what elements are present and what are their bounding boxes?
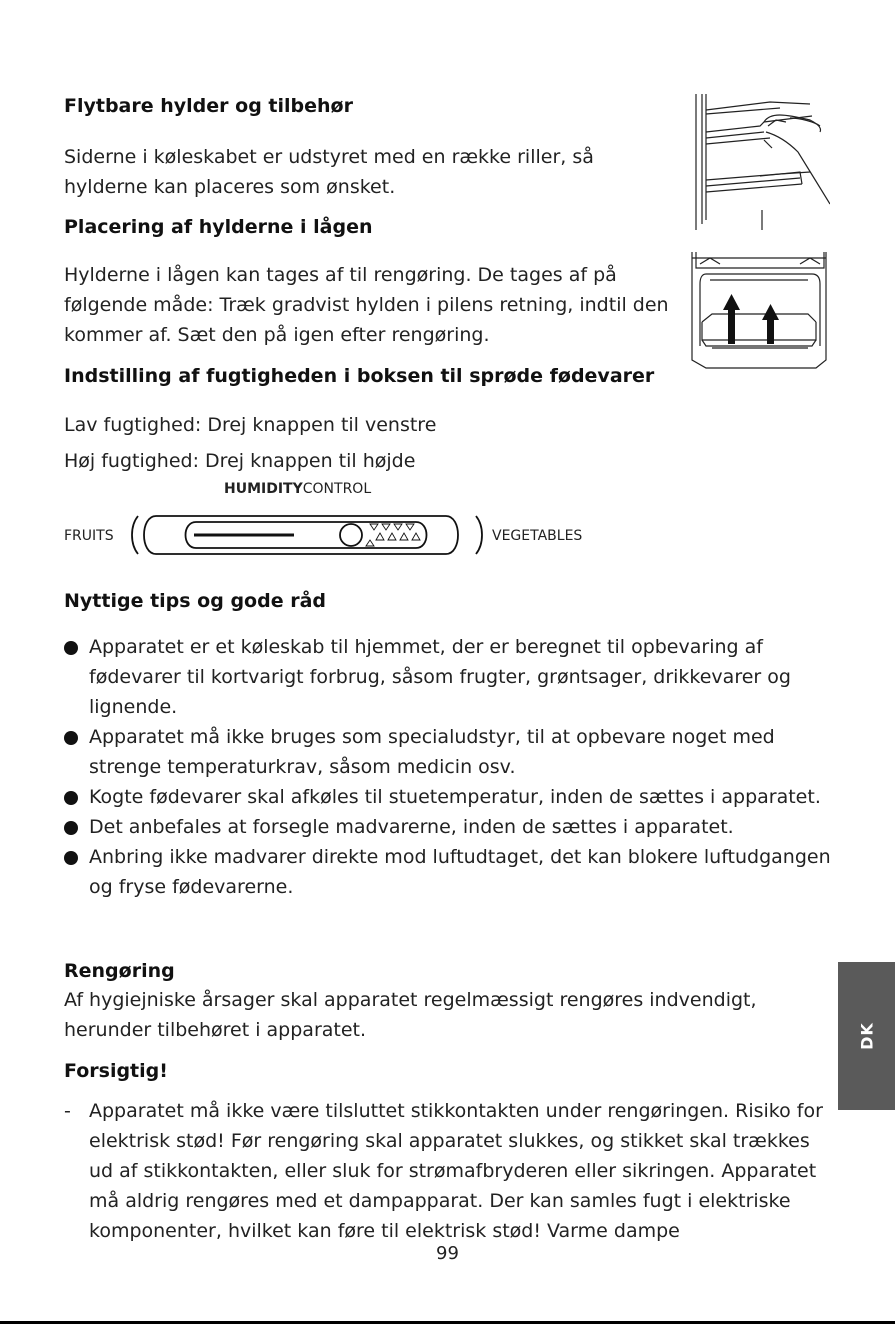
- list-item: [64, 782, 834, 812]
- door-shelf-illustration: [690, 250, 830, 372]
- vegetables-label: VEGETABLES: [492, 528, 583, 544]
- caution-list: [64, 1096, 834, 1246]
- heading-cleaning: Rengøring: [64, 960, 175, 982]
- shelf-illustration: [690, 92, 830, 232]
- paragraph-line: hylderne kan placeres som ønsket.: [64, 176, 396, 198]
- paragraph-line: Hylderne i lågen kan tages af til rengøring. De tages af på: [64, 264, 617, 286]
- list-item-text: Anbring ikke madvarer direkte mod luftudtaget, det kan blokere luftudgangen og fryse fødevarerne.: [89, 846, 831, 898]
- bullet-icon: [64, 791, 78, 805]
- bullet-icon: [64, 641, 78, 655]
- vegetable-triangle-icons: [366, 524, 420, 546]
- dash-mark: -: [64, 1100, 71, 1122]
- heading-humidity: Indstilling af fugtigheden i boksen til sprøde fødevarer: [64, 365, 655, 387]
- heading-tips: Nyttige tips og gode råd: [64, 590, 327, 612]
- language-tab: [838, 962, 895, 1110]
- list-item-text: Det anbefales at forsegle madvarerne, inden de sættes i apparatet.: [89, 816, 734, 838]
- heading-caution: Forsigtig!: [64, 1060, 168, 1082]
- list-item: [64, 812, 834, 842]
- list-item-text: Apparatet må ikke være tilsluttet stikkontakten under rengøringen. Risiko for elektrisk stød! Før rengøring skal apparatet slukkes, og stikket skal trækkes ud af stikkontakten, eller sluk for strømafbryderen eller sikringen. Apparatet må aldrig rengøres med et dampapparat. Der kan samles fugt i elektriske komponenter, hvilket kan føre til elektrisk stød! Varme dampe: [89, 1100, 823, 1242]
- list-item-text: Kogte fødevarer skal afkøles til stuetemperatur, inden de sættes i apparatet.: [89, 786, 821, 808]
- paragraph-line: kommer af. Sæt den på igen efter rengøring.: [64, 324, 490, 346]
- bullet-icon: [64, 821, 78, 835]
- fruits-label: FRUITS: [64, 528, 114, 544]
- tips-list: [64, 632, 834, 902]
- paragraph-line: Lav fugtighed: Drej knappen til venstre: [64, 414, 437, 436]
- humidity-slider-illustration: [126, 510, 486, 560]
- page-number: 99: [436, 1243, 459, 1264]
- list-item: [64, 842, 834, 902]
- paragraph-line: Siderne i køleskabet er udstyret med en række riller, så: [64, 146, 594, 168]
- heading-removable-shelves: Flytbare hylder og tilbehør: [64, 95, 353, 117]
- humidity-control-title-bold: HUMIDITY: [224, 481, 303, 497]
- humidity-control-title: [224, 481, 371, 497]
- list-item: [64, 722, 834, 782]
- humidity-control-title-rest: CONTROL: [302, 481, 372, 497]
- bullet-icon: [64, 731, 78, 745]
- paragraph-line: herunder tilbehøret i apparatet.: [64, 1019, 367, 1041]
- heading-door-shelves: Placering af hylderne i lågen: [64, 216, 373, 238]
- language-tab-label: DK: [857, 1022, 876, 1050]
- list-item: [64, 632, 834, 722]
- bullet-icon: [64, 851, 78, 865]
- paragraph-line: følgende måde: Træk gradvist hylden i pilens retning, indtil den: [64, 294, 669, 316]
- list-item-text: Apparatet må ikke bruges som specialudstyr, til at opbevare noget med strenge temperaturkrav, såsom medicin osv.: [89, 726, 775, 778]
- paragraph-line: Af hygiejniske årsager skal apparatet regelmæssigt rengøres indvendigt,: [64, 989, 757, 1011]
- list-item-text: Apparatet er et køleskab til hjemmet, der er beregnet til opbevaring af fødevarer til kortvarigt forbrug, såsom frugter, grøntsager, drikkevarer og lignende.: [89, 636, 791, 718]
- list-item: [64, 1096, 834, 1246]
- paragraph-line: Høj fugtighed: Drej knappen til højde: [64, 450, 416, 472]
